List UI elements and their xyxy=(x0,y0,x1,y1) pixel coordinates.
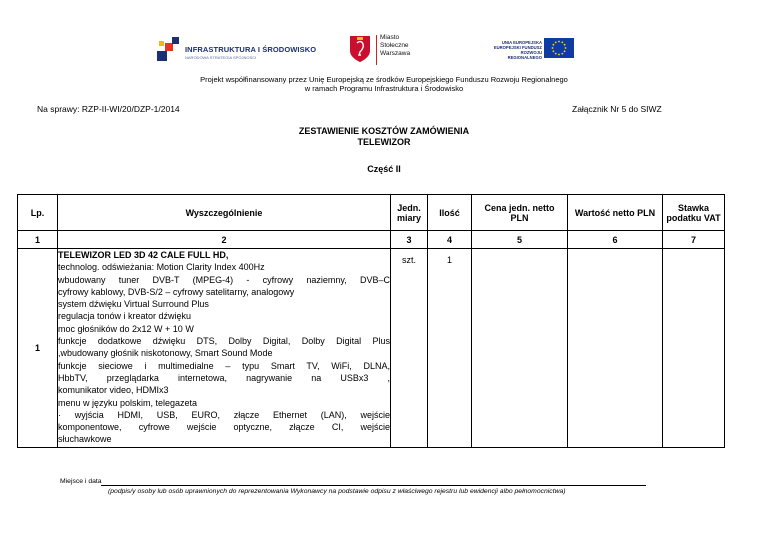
header-lp: Lp. xyxy=(18,195,58,231)
column-number: 4 xyxy=(428,231,472,249)
signature-note: (podpis/y osoby lub osób uprawnionych do reprezentowania Wykonawcy na podstawie odpisu z właściwego rejestru lub ewidencji albo pełnomocnictwa) xyxy=(108,488,566,495)
header-price-line: PLN xyxy=(510,212,529,223)
header-unit-line: Jedn. xyxy=(397,202,421,213)
logo-warszawa-line: Warszawa xyxy=(380,50,411,57)
row-vat-cell[interactable] xyxy=(663,249,725,448)
spec-line: regulacja tonów i kreator dźwięku xyxy=(58,311,192,322)
header-unit-line: miary xyxy=(396,212,422,223)
logo-eu-line: EUROPEJSKI FUNDUSZ xyxy=(493,45,542,50)
annex-label: Załącznik Nr 5 do SIWZ xyxy=(572,104,662,114)
spec-line: ,wbudowany głośnik niskotonowy, Smart Sound Mode xyxy=(58,348,273,359)
row-qty: 1 xyxy=(428,249,472,448)
row-price-cell[interactable] xyxy=(472,249,568,448)
spec-line: technolog. odświeżania: Motion Clarity Index 400Hz xyxy=(58,262,265,273)
title-line: ZESTAWIENIE KOSZTÓW ZAMÓWIENIA xyxy=(298,126,470,136)
logo-warszawa xyxy=(349,33,429,69)
table-row xyxy=(18,249,725,448)
spec-line: menu w języku polskim, telegazeta xyxy=(58,397,198,408)
header-price-line: Cena jedn. netto xyxy=(484,202,555,213)
column-number: 1 xyxy=(18,231,58,249)
header-vat-line: podatku VAT xyxy=(666,212,721,223)
header-row xyxy=(18,195,725,231)
spec-line: · wyjścia HDMI, USB, EURO, złącze Ethernet (LAN), wejście xyxy=(58,409,390,420)
column-number: 7 xyxy=(663,231,725,249)
spec-line: komponentowe, cyfrowe wejście optyczne, złącze CI, wejście xyxy=(58,422,390,433)
row-value-cell[interactable] xyxy=(568,249,663,448)
logo-eu-line: ROZWOJU REGIONALNEGO xyxy=(507,50,542,60)
logo-eu-line: UNIA EUROPEJSKA xyxy=(501,40,542,45)
spec-line: cyfrowy kablowy, DVB-S/2 – cyfrowy satelitarny, analogowy xyxy=(58,286,295,297)
spec-line: system dźwięku Virtual Surround Plus xyxy=(58,299,209,310)
spec-line: funkcje dodatkowe dźwięku DTS, Dolby Digital, Dolby Digital Plus xyxy=(58,336,390,347)
logo-eu xyxy=(486,38,576,62)
row-lp: 1 xyxy=(18,249,58,448)
column-number: 5 xyxy=(472,231,568,249)
logo-fe-name: INFRASTRUKTURA I ŚRODOWISKO xyxy=(185,45,317,54)
warsaw-crest-icon xyxy=(349,35,371,63)
header-price xyxy=(472,195,568,231)
spec-line: moc głośników do 2x12 W + 10 W xyxy=(58,323,194,334)
spec-line: HbbTV, przeglądarka internetowa, nagrywanie na USBx3 , xyxy=(58,372,390,383)
cofinancing-line: Projekt współfinansowany przez Unię Europejską ze środków Europejskiego Funduszu Rozwoju Regionalnego xyxy=(200,75,568,84)
logo-fe-sub: NARODOWA STRATEGIA SPÓJNOŚCI xyxy=(185,55,257,60)
column-number: 3 xyxy=(391,231,428,249)
eu-funds-icon xyxy=(157,37,181,61)
header-qty: Ilość xyxy=(428,195,472,231)
part-label: Część II xyxy=(367,164,401,174)
column-number: 2 xyxy=(58,231,391,249)
column-number: 6 xyxy=(568,231,663,249)
spec-line: słuchawkowe xyxy=(58,434,112,445)
case-reference: Na sprawy: RZP-II-WI/20/DZP-1/2014 xyxy=(37,104,180,114)
header-vat xyxy=(663,195,725,231)
item-description xyxy=(58,249,391,448)
eu-flag-icon xyxy=(544,38,574,58)
spec-line: funkcje sieciowe i multimedialne – typu Smart TV, WiFi, DLNA, xyxy=(58,360,390,371)
item-title: TELEWIZOR LED 3D 42 CALE FULL HD, xyxy=(58,250,229,261)
cofinancing-line: w ramach Programu Infrastruktura i Środowisko xyxy=(304,84,464,93)
column-number-row xyxy=(18,231,725,249)
row-unit: szt. xyxy=(391,249,428,448)
header-unit xyxy=(391,195,428,231)
logo-infrastruktura xyxy=(157,37,317,65)
header-value: Wartość netto PLN xyxy=(568,195,663,231)
document-title xyxy=(0,126,768,148)
header-vat-line: Stawka xyxy=(677,202,710,213)
spec-line: wbudowany tuner DVB-T (MPEG-4) - cyfrowy naziemny, DVB–C xyxy=(58,274,390,285)
title-line: TELEWIZOR xyxy=(357,137,411,147)
place-date-label: Miejsce i data xyxy=(60,478,102,485)
signature-line xyxy=(101,485,646,486)
spec-line: komunikator video, HDMIx3 xyxy=(58,385,169,396)
logo-warszawa-line: Miasto xyxy=(380,34,400,41)
header-spec: Wyszczególnienie xyxy=(58,195,391,231)
logo-separator xyxy=(376,35,377,65)
logo-eu-text xyxy=(486,40,542,60)
logo-warszawa-text xyxy=(380,34,410,58)
cost-table xyxy=(17,194,725,448)
logo-warszawa-line: Stołeczne xyxy=(380,42,409,49)
cofinancing-note xyxy=(0,75,768,93)
